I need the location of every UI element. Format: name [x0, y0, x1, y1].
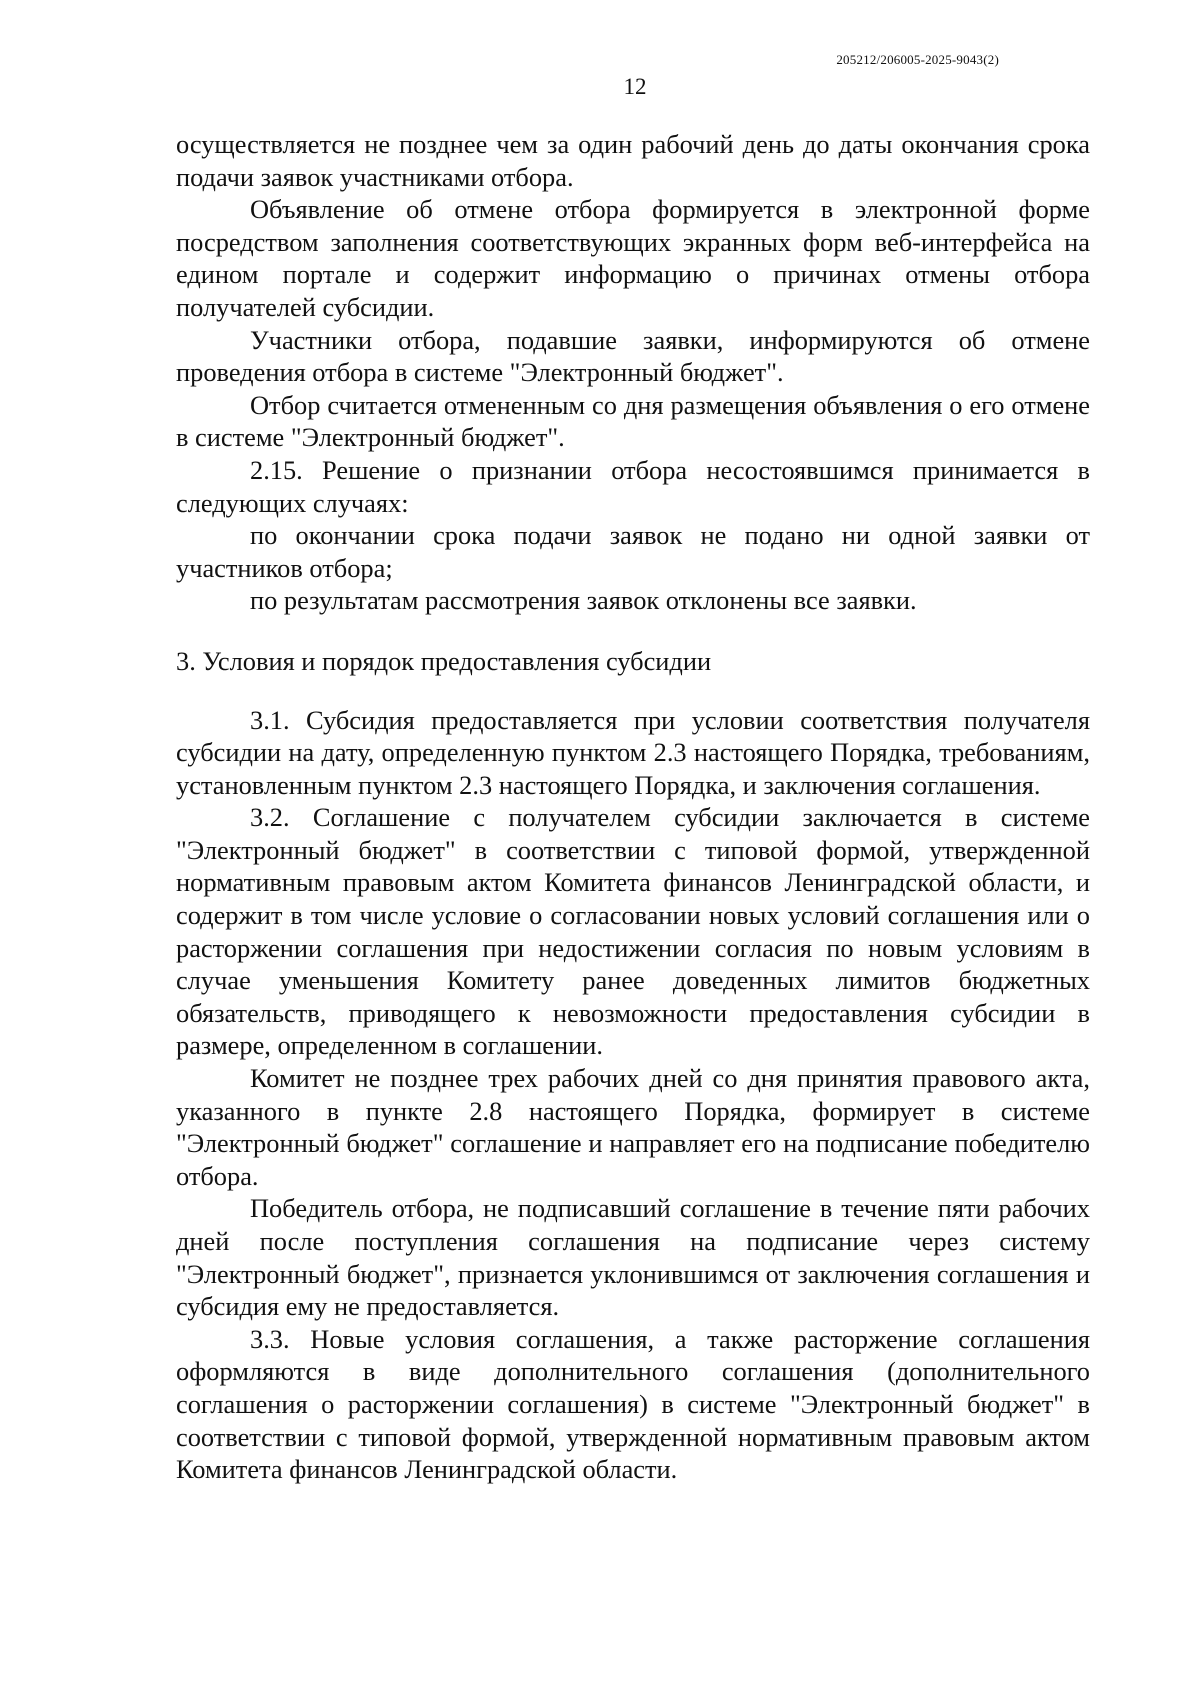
- paragraph: Объявление об отмене отбора формируется в электронной форме посредством заполнения соответствующих экранных форм веб-интерфейса на едином портале и содержит информацию о причинах отмены отбора получателей субсидии.: [176, 194, 1090, 322]
- document-id: 205212/206005-2025-9043(2): [836, 52, 999, 67]
- document-body: [176, 128, 1090, 1486]
- page-number: 12: [623, 74, 647, 99]
- paragraph: 2.15. Решение о признании отбора несостоявшимся принимается в следующих случаях:: [176, 454, 1090, 518]
- paragraph: Комитет не позднее трех рабочих дней со дня принятия правового акта, указанного в пункте 2.8 настоящего Порядка, формирует в системе "Электронный бюджет" соглашение и направляет его на подписание победителю отбора.: [176, 1063, 1090, 1191]
- paragraph: по окончании срока подачи заявок не подано ни одной заявки от участников отбора;: [176, 520, 1090, 583]
- paragraph: Участники отбора, подавшие заявки, информируются об отмене проведения отбора в системе "Электронный бюджет".: [176, 324, 1090, 388]
- paragraph: 3.3. Новые условия соглашения, а также расторжение соглашения оформляются в виде дополнительного соглашения (дополнительного соглашения о расторжении соглашения) в системе "Электронный бюджет" в соответствии с типовой формой, утвержденной нормативным правовым актом Комитета финансов Ленинградской области.: [176, 1323, 1090, 1485]
- paragraph: осуществляется не позднее чем за один рабочий день до даты окончания срока подачи заявок участниками отбора.: [176, 129, 1090, 192]
- paragraph: 3.1. Субсидия предоставляется при условии соответствия получателя субсидии на дату, определенную пунктом 2.3 настоящего Порядка, требованиям, установленным пунктом 2.3 настоящего Порядка, и заключения соглашения.: [176, 704, 1090, 800]
- paragraph: 3.2. Соглашение с получателем субсидии заключается в системе "Электронный бюджет" в соответствии с типовой формой, утвержденной нормативным правовым актом Комитета финансов Ленинградской области, и содержит в том числе условие о согласовании новых условий соглашения или о расторжении соглашения при недостижении согласия по новым условиям в случае уменьшения Комитету ранее доведенных лимитов бюджетных обязательств, приводящего к невозможности предоставления субсидии в размере, определенном в соглашении.: [176, 802, 1090, 1061]
- paragraph: Победитель отбора, не подписавший соглашение в течение пяти рабочих дней после поступления соглашения на подписание через систему "Электронный бюджет", признается уклонившимся от заключения соглашения и субсидия ему не предоставляется.: [176, 1193, 1090, 1322]
- paragraph: Отбор считается отмененным со дня размещения объявления о его отмене в системе "Электронный бюджет".: [176, 389, 1090, 453]
- paragraph: по результатам рассмотрения заявок отклонены все заявки.: [250, 585, 917, 616]
- section-heading: 3. Условия и порядок предоставления субсидии: [176, 645, 712, 676]
